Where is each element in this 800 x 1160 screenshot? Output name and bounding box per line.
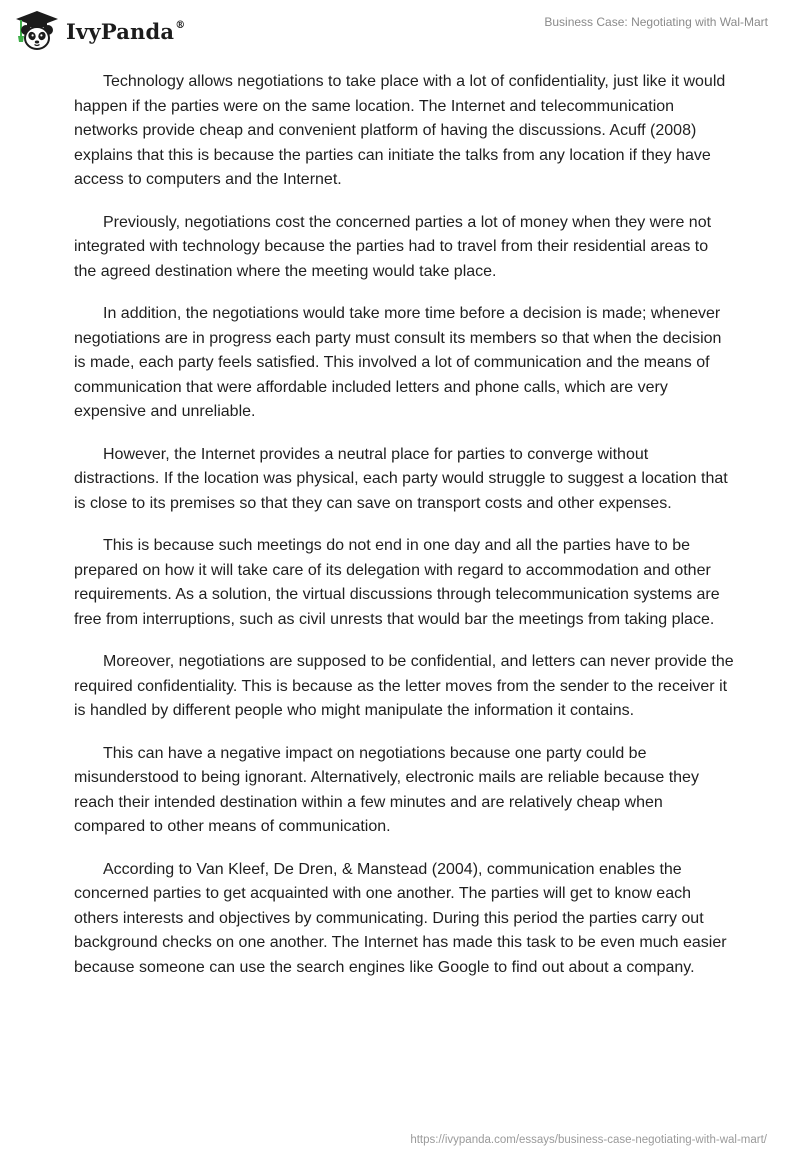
source-url[interactable]: https://ivypanda.com/essays/business-case-negotiating-with-wal-mart/ — [410, 1134, 767, 1146]
brand-name: IvyPanda® — [66, 18, 186, 44]
registered-mark: ® — [175, 19, 186, 31]
paragraph: This can have a negative impact on negotiations because one party could be misunderstood to being ignorant. Alternatively, electronic mails are reliable because they reach their intended destination within a few minutes and are relatively cheap when compared to other means of communication. — [74, 744, 699, 835]
brand-logo[interactable] — [14, 9, 185, 51]
paragraph: According to Van Kleef, De Dren, & Manstead (2004), communication enables the concerned parties to get acquainted with one another. The parties will get to know each others interests and objectives by communicating. During this period the parties carry out background checks on one another. The Internet has made this task to be even much easier because someone can use the search engines like Google to find out about a company. — [74, 860, 727, 976]
panda-graduate-icon — [14, 9, 60, 51]
paragraph: Technology allows negotiations to take place with a lot of confidentiality, just like it would happen if the parties were on the same location. The Internet and telecommunication networks provide cheap and convenient platform of having the discussions. Acuff (2008) explains that this is because the parties can initiate the talks from any location if they have access to computers and the Internet. — [74, 73, 726, 188]
paragraph: However, the Internet provides a neutral place for parties to converge without distractions. If the location was physical, each party would struggle to suggest a location that is close to its premises so that they can save on transport costs and other expenses. — [74, 445, 728, 512]
essay-body — [74, 70, 734, 998]
paragraph: In addition, the negotiations would take more time before a decision is made; whenever negotiations are in progress each party must consult its members so that when the decision is made, each party feels satisfied. This involved a lot of communication and the means of communication that were affordable included letters and phone calls, which are very expensive and unreliable. — [74, 305, 722, 420]
document-title: Business Case: Negotiating with Wal-Mart — [544, 15, 768, 29]
paragraph: This is because such meetings do not end in one day and all the parties have to be prepared on how it will take care of its delegation with regard to accommodation and other requirements. As a solution, the virtual discussions through telecommunication systems are free from interruptions, such as civil unrests that would bar the meetings from taking place. — [74, 537, 720, 628]
page-header — [0, 0, 800, 60]
paragraph: Previously, negotiations cost the concerned parties a lot of money when they were not integrated with technology because the parties had to travel from their residential areas to the agreed destination where the meeting would take place. — [74, 213, 712, 280]
paragraph: Moreover, negotiations are supposed to be confidential, and letters can never provide the required confidentiality. This is because as the letter moves from the sender to the receiver it is handled by different people who might manipulate the information it contains. — [74, 653, 734, 719]
